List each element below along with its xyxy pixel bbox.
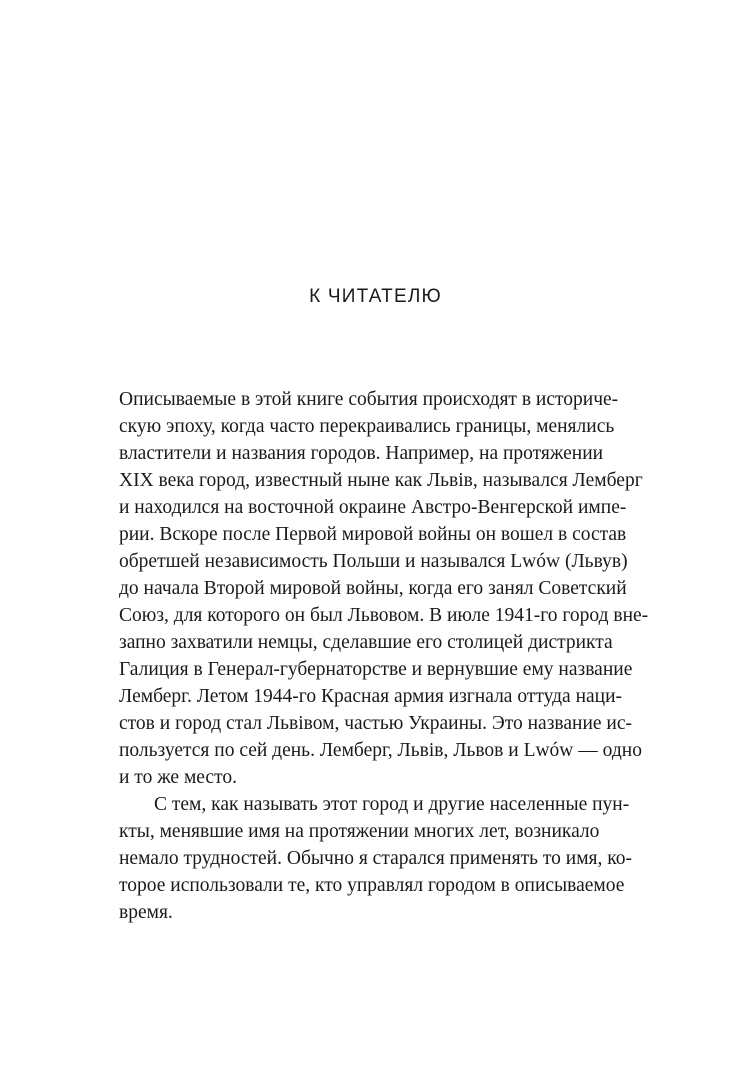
text-line: и то же место. [119,767,237,788]
text-line: стов и город стал Львівом, частью Украины. Это название ис- [119,713,633,734]
paragraph-2 [119,791,636,926]
text-line: запно захватили немцы, сделавшие его столицей дистрикта [119,632,613,653]
text-line: властители и названия городов. Например, на протяжении [119,443,604,464]
text-line: до начала Второй мировой войны, когда его занял Советский [119,578,627,599]
text-line: рии. Вскоре после Первой мировой войны он вошел в состав [119,524,627,545]
text-line: кты, менявшие имя на протяжении многих лет, возникало [119,821,600,842]
text-line: Лемберг. Летом 1944-го Красная армия изгнала оттуда наци- [119,686,623,707]
page-title: К ЧИТАТЕЛЮ [309,286,442,307]
text-line: обретшей независимость Польши и назывался Lwów (Львув) [119,551,628,572]
text-line: торое использовали те, кто управлял городом в описываемое [119,875,625,896]
text-line: время. [119,902,173,923]
paragraph-1 [119,386,649,791]
text-line: и находился на восточной окраине Австро-Венгерской импе- [119,497,627,518]
text-line: XIX века город, известный ныне как Львів, назывался Лемберг [119,470,643,491]
text-line: С тем, как называть этот город и другие населенные пун- [154,794,630,815]
body-text [119,386,649,926]
text-line: Союз, для которого он был Львовом. В июле 1941-го город вне- [119,605,649,626]
text-line: скую эпоху, когда часто перекраивались границы, менялись [119,416,615,437]
text-line: Галиция в Генерал-губернаторстве и вернувшие ему название [119,659,633,680]
text-line: Описываемые в этой книге события происходят в историче- [119,389,619,410]
text-line: немало трудностей. Обычно я старался применять то имя, ко- [119,848,632,869]
text-line: пользуется по сей день. Лемберг, Львів, Львов и Lwów — одно [119,740,642,761]
